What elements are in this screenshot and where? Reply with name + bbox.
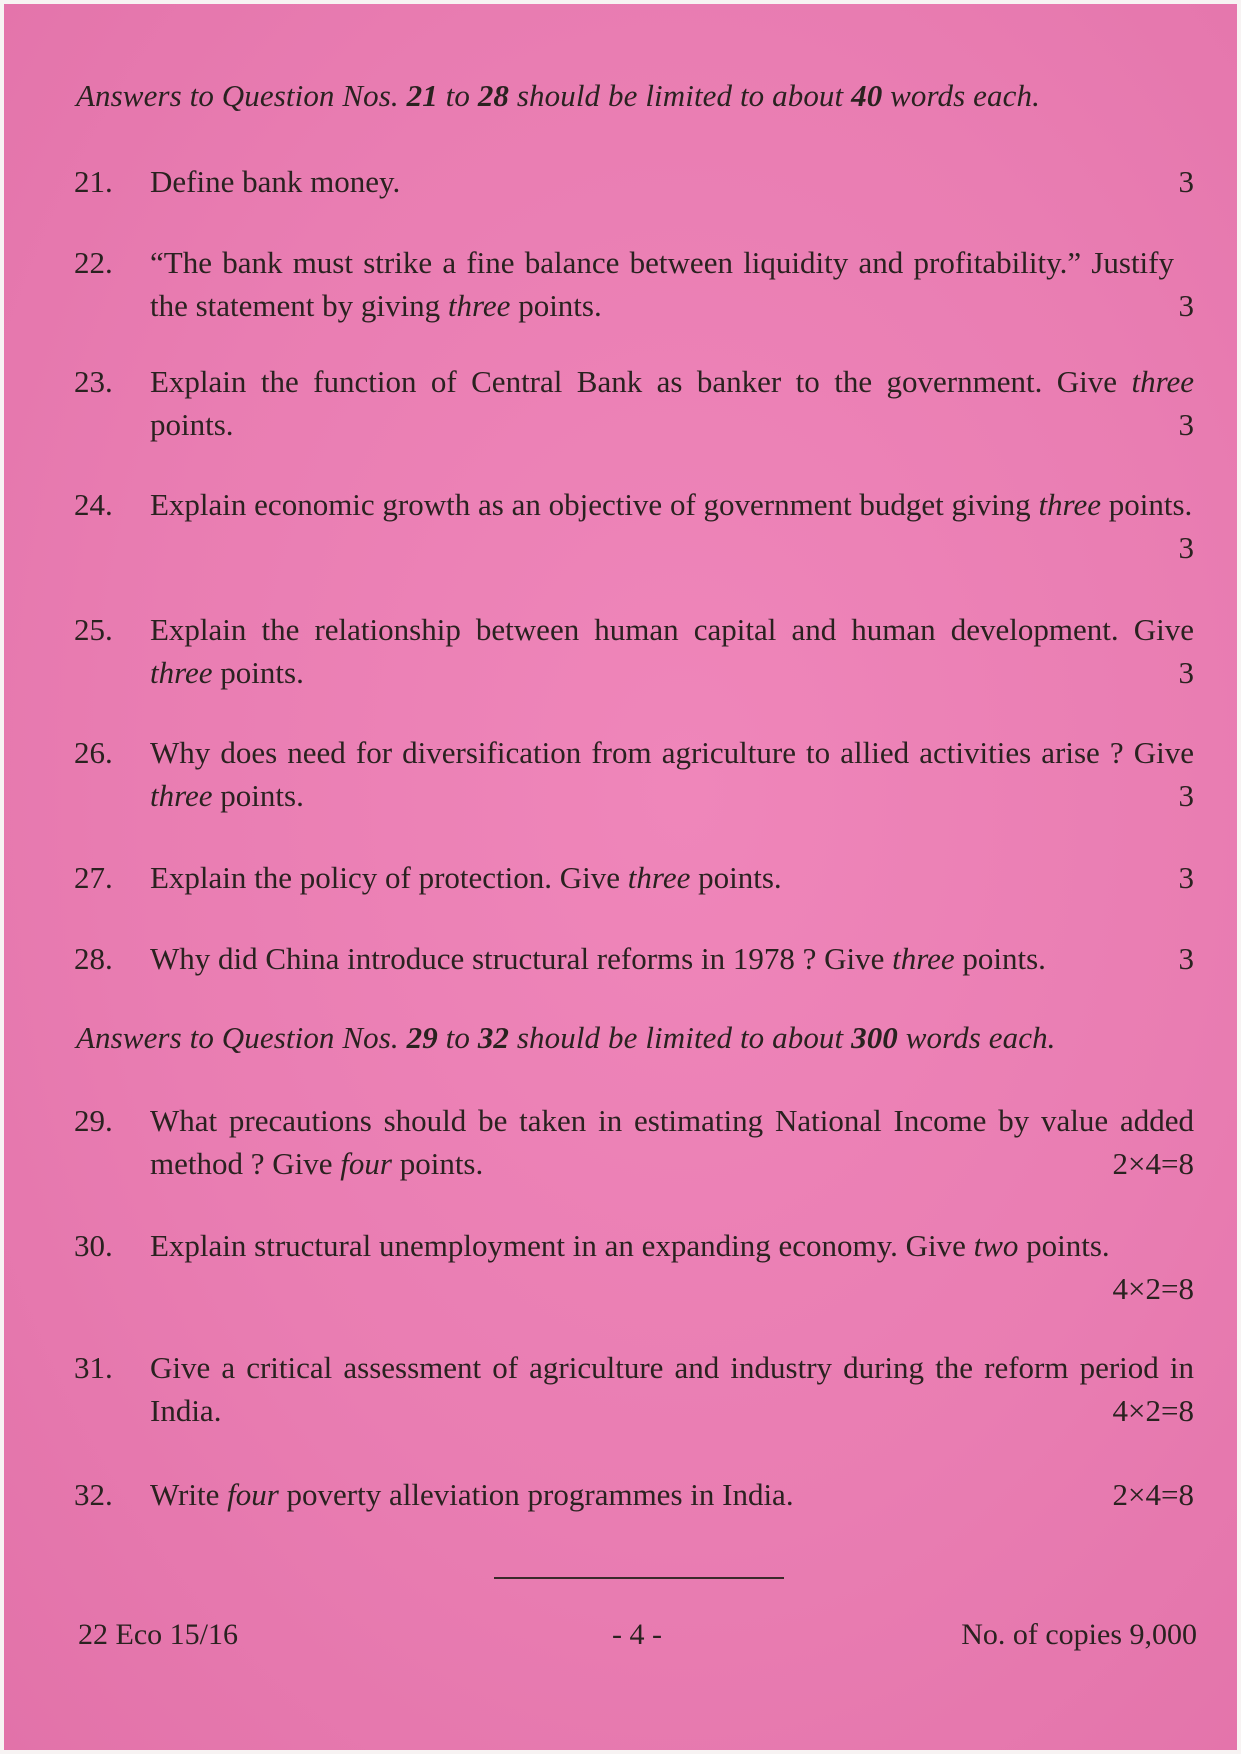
question-text: Give a critical assessment of agriculture and industry during the reform period in India. <box>150 1350 1194 1428</box>
question-text: Explain the policy of protection. Give three points. <box>150 860 782 895</box>
question-text: What precautions should be taken in estimating National Income by value added method ? Give four points. <box>150 1103 1194 1181</box>
page-number: - 4 - <box>612 1618 662 1651</box>
question-text: Explain economic growth as an objective of government budget giving three points. <box>150 487 1193 522</box>
question-number: 25. <box>74 612 113 647</box>
paper-code: 22 Eco 15/16 <box>78 1618 238 1651</box>
question-number: 21. <box>74 164 113 199</box>
question-text: Why does need for diversification from agriculture to allied activities arise ? Give three points. <box>150 735 1194 813</box>
question-marks: 3 <box>1178 860 1194 895</box>
question-text: Explain the relationship between human capital and human development. Give three points. <box>150 612 1194 690</box>
question-number: 23. <box>74 364 113 399</box>
question-number: 29. <box>74 1103 113 1138</box>
question-text: Explain structural unemployment in an expanding economy. Give two points. <box>150 1228 1110 1263</box>
question-number: 24. <box>74 487 113 522</box>
question-text: Why did China introduce structural reforms in 1978 ? Give three points. <box>150 941 1046 976</box>
question-marks: 2×4=8 <box>1112 1146 1194 1181</box>
section-instruction-21-28: Answers to Question Nos. 21 to 28 should be limited to about 40 words each. <box>76 78 1040 113</box>
question-marks: 3 <box>1178 164 1194 199</box>
question-marks: 4×2=8 <box>1112 1271 1194 1306</box>
question-marks: 3 <box>1178 655 1194 690</box>
copies-count: No. of copies 9,000 <box>961 1618 1197 1651</box>
question-marks: 3 <box>1178 407 1194 442</box>
question-marks: 2×4=8 <box>1112 1477 1194 1512</box>
section-instruction-29-32: Answers to Question Nos. 29 to 32 should be limited to about 300 words each. <box>76 1020 1056 1055</box>
question-text: Explain the function of Central Bank as banker to the government. Give three points. <box>150 364 1194 442</box>
question-marks: 3 <box>1178 288 1194 323</box>
question-text: “The bank must strike a fine balance between liquidity and profitability.” Justify the statement by giving three points. <box>150 245 1174 323</box>
question-number: 22. <box>74 245 113 280</box>
question-number: 28. <box>74 941 113 976</box>
question-marks: 3 <box>1178 778 1194 813</box>
question-text: Write four poverty alleviation programmes in India. <box>150 1477 794 1512</box>
question-number: 26. <box>74 735 113 770</box>
question-number: 32. <box>74 1477 113 1512</box>
question-marks: 3 <box>1178 941 1194 976</box>
end-rule <box>494 1577 784 1579</box>
question-number: 27. <box>74 860 113 895</box>
question-marks: 4×2=8 <box>1112 1393 1194 1428</box>
question-number: 31. <box>74 1350 113 1385</box>
question-marks: 3 <box>1178 530 1194 565</box>
question-number: 30. <box>74 1228 113 1263</box>
question-text: Define bank money. <box>150 164 401 199</box>
